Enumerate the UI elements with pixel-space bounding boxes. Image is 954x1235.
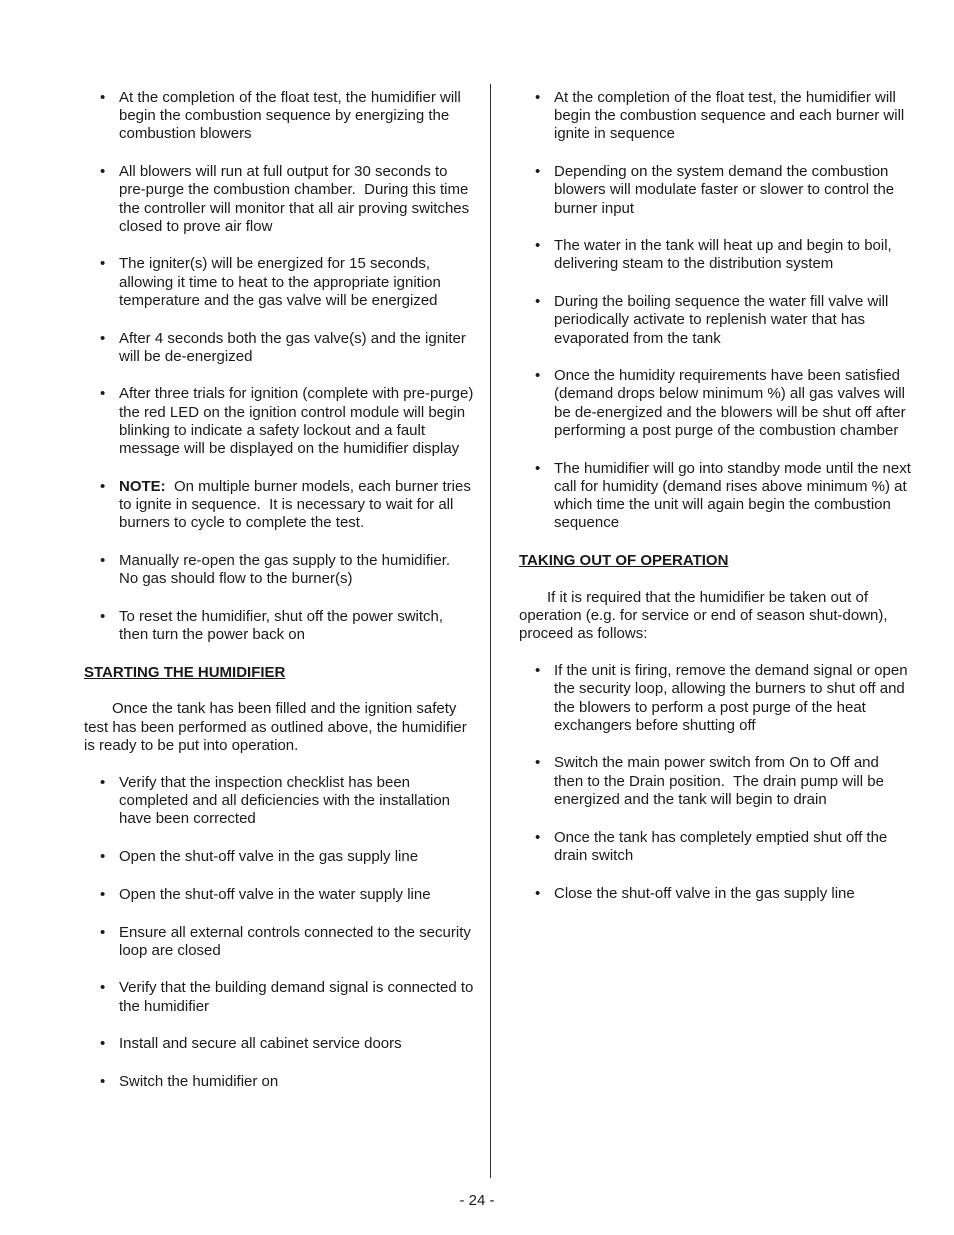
bullet-icon: • [535,828,541,846]
list-item-text: Manually re-open the gas supply to the humidifier. No gas should flow to the burner(s) [119,551,459,588]
list-item-text: After 4 seconds both the gas valve(s) and the igniter will be de-energized [119,329,471,365]
list-item [519,829,911,865]
left-column [84,89,476,1111]
starting-humidifier-heading: STARTING THE HUMIDIFIER [84,663,286,681]
bullet-icon: • [535,459,541,477]
list-item-text: The igniter(s) will be energized for 15 seconds, allowing it time to heat to the appropriate ignition temperature and the gas valve will be energized [119,255,446,309]
list-item [519,662,911,735]
taking-out-of-operation-heading: TAKING OUT OF OPERATION [519,551,729,569]
bullet-icon: • [100,89,106,106]
bullet-icon: • [535,89,541,106]
bullet-icon: • [100,329,106,347]
list-item-text: At the completion of the float test, the humidifier will begin the combustion sequence by energizing the combustion blowers [119,89,466,143]
bullet-icon: • [100,385,106,403]
list-item-text: All blowers will run at full output for 30 seconds to pre-purge the combustion chamber. During this time the controller will monitor that all air proving switches closed to prove air flow [119,163,474,235]
bullet-icon: • [100,477,106,495]
list-item-text: The water in the tank will heat up and begin to boil, delivering steam to the distribution system [554,237,896,273]
list-item [519,885,911,903]
starting-humidifier-paragraph: Once the tank has been filled and the ignition safety test has been performed as outlined above, the humidifier is ready to be put into operation. [84,700,467,754]
bullet-icon: • [100,979,106,997]
list-item [84,886,476,904]
bullet-icon: • [100,1073,106,1091]
list-item [84,774,476,829]
list-item [84,89,476,144]
list-item [84,1073,476,1091]
bullet-icon: • [100,255,106,273]
shutdown-steps-list [519,662,911,903]
list-item [519,459,916,533]
list-item [84,255,476,310]
bullet-icon: • [100,848,106,866]
bullet-icon: • [535,662,541,680]
bullet-icon: • [535,293,541,311]
list-item [519,89,911,144]
bullet-icon: • [100,773,106,791]
list-item-text: Once the tank has completely emptied shut off the drain switch [554,828,892,864]
list-item [84,608,476,644]
list-item-text: Verify that the inspection checklist has been completed and all deficiencies with the installation have been corrected [119,773,455,828]
column-divider [490,84,491,1178]
list-item-text: Open the shut-off valve in the water supply line [119,885,431,903]
bullet-icon: • [535,163,541,181]
list-item-text: Depending on the system demand the combustion blowers will modulate faster or slower to control the burner input [554,163,899,217]
list-item-text: The humidifier will go into standby mode until the next call for humidity (demand rises above minimum %) at which time the unit will again begin the combustion sequence [554,459,916,532]
taking-out-paragraph: If it is required that the humidifier be taken out of operation (e.g. for service or end of season shut-down), proceed as follows: [519,588,888,642]
list-item [519,754,911,809]
list-item [84,385,476,458]
list-item-text: Once the humidity requirements have been satisfied (demand drops below minimum %) all gas valves will be de-energized and the blowers will be shut off after performing a post purge of the combustion chamber [554,367,910,439]
list-item-text: Close the shut-off valve in the gas supply line [554,884,855,902]
bullet-icon: • [100,551,106,569]
list-item [84,163,476,236]
list-item [84,848,476,866]
list-item-text: Open the shut-off valve in the gas supply line [119,848,419,866]
right-column [519,89,916,922]
list-item [84,924,476,960]
bullet-icon: • [535,237,541,255]
list-item-text: Install and secure all cabinet service doors [119,1035,402,1053]
startup-steps-list [84,774,476,1091]
list-item-text: To reset the humidifier, shut off the power switch, then turn the power back on [119,607,448,643]
list-item-text: Switch the main power switch from On to Off and then to the Drain position. The drain pump will be energized and the tank will begin to drain [554,754,889,808]
list-item [519,163,911,218]
note-label: NOTE: [119,477,166,495]
bullet-icon: • [535,884,541,902]
list-item-text: At the completion of the float test, the humidifier will begin the combustion sequence and each burner will ignite in sequence [554,89,909,143]
list-item [84,1035,476,1053]
list-item-text: On multiple burner models, each burner tries to ignite in sequence. It is necessary to wait for all burners to cycle to complete the test. [119,477,475,532]
ignition-test-steps-list [84,89,476,644]
bullet-icon: • [100,923,106,941]
list-item [84,330,476,366]
list-item-text: During the boiling sequence the water fill valve will periodically activate to replenish water that has evaporated from the tank [554,293,893,347]
list-item-text: Ensure all external controls connected to the security loop are closed [119,923,476,959]
bullet-icon: • [100,607,106,625]
operation-sequence-list [519,89,916,532]
list-item-text: Switch the humidifier on [119,1073,279,1091]
list-item [84,552,476,588]
list-item [84,979,476,1015]
list-item-text: If the unit is firing, remove the demand signal or open the security loop, allowing the burners to shut off and the blowers to perform a post purge of the heat exchangers before shutting off [554,662,912,734]
bullet-icon: • [535,367,541,385]
list-item [519,237,911,273]
list-item-text: After three trials for ignition (complete with pre-purge) the red LED on the ignition control module will begin blinking to indicate a safety lockout and a fault message will be displayed on the humidifier display [119,385,478,458]
bullet-icon: • [100,1035,106,1053]
page-number: - 24 - [459,1192,495,1209]
bullet-icon: • [535,754,541,772]
bullet-icon: • [100,163,106,181]
bullet-icon: • [100,885,106,903]
list-item [84,478,476,533]
list-item [519,367,911,440]
list-item-text: Verify that the building demand signal is connected to the humidifier [119,979,478,1015]
list-item [519,293,911,348]
